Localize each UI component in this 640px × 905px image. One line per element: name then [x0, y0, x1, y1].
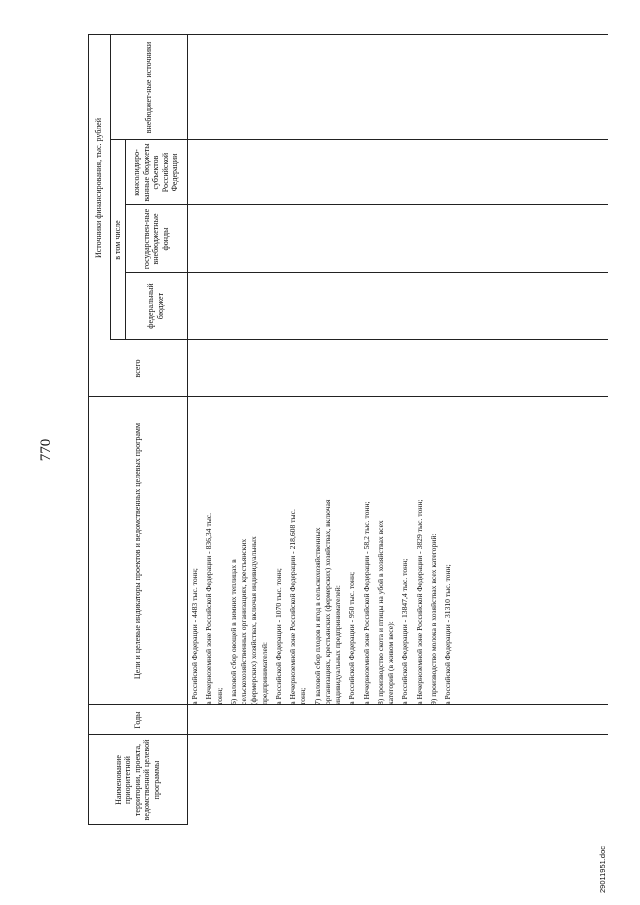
- goals-line: 8) производство скота и птицы на убой в хозяйствах всех категорий (в живом весе):: [375, 520, 395, 705]
- including-header-divider: [125, 140, 126, 340]
- goals-line: в Нечерноземной зоне Российской Федерации - 218,608 тыс. тонн;: [288, 509, 308, 705]
- goals-line: в Нечерноземной зоне Российской Федерации - 3829 тыс. тонн;: [414, 499, 424, 705]
- header-goals: Цели и целевые индикаторы проектов и ведомственных целевых программ: [132, 422, 142, 680]
- header-years: Годы: [132, 711, 142, 729]
- column-divider-consolidated: [110, 139, 608, 140]
- goals-line: в Российской Федерации - 1070 тыс. тонн;: [273, 568, 283, 705]
- goals-line: 9) производство молока в хозяйствах всех категорий:: [428, 533, 438, 705]
- header-name: Наименование приоритетной территории, проекта, ведомственной целевой программы: [113, 739, 161, 821]
- goals-line: в Российской Федерации - 13847,4 тыс. тонн;: [400, 558, 410, 705]
- header-including: в том числе: [112, 220, 122, 260]
- file-code: 29011951.doc: [598, 846, 607, 893]
- header-total: всего: [132, 359, 142, 378]
- goals-line: в Нечерноземной зоне Российской Федерации - 58,2 тыс. тонн;: [361, 501, 371, 705]
- goals-line: в Российской Федерации - 950 тыс. тонн;: [347, 571, 357, 705]
- column-divider-federal: [125, 272, 608, 273]
- header-funding: Источники финансирования, тыс. рублей: [94, 117, 104, 259]
- header-federal: федеральный бюджет: [146, 283, 165, 329]
- page-number: 770: [38, 438, 54, 462]
- table-left-border: [88, 824, 187, 825]
- goals-line: в Нечерноземной зоне Российской Федерации - 836,34 тыс. тонн;: [204, 512, 224, 705]
- header-extrabudget: внебюджет-ные источники: [143, 41, 153, 134]
- goals-line: в Российской Федерации - 4483 тыс. тонн;: [190, 568, 199, 705]
- column-divider-total: [110, 339, 608, 340]
- column-divider-name: [88, 734, 608, 735]
- goals-line: 6) валовой сбор овощей в зимних теплицах в сельскохозяйственных организациях, крестьянских (фермерских) хозяйствах, включая индивидуальных предпринимателей:: [228, 536, 269, 705]
- column-divider-goals: [88, 396, 608, 397]
- goals-line: в Российской Федерации - 31310 тыс. тонн;: [443, 564, 452, 705]
- column-divider-state-funds: [125, 204, 608, 205]
- goals-line: 7) валовой сбор плодов и ягод в сельскохозяйственных организациях, крестьянских (фермерских) хозяйствах, включая индивидуальных предпринимателей:: [312, 499, 342, 705]
- header-consolidated: консолидиро-ванные бюджеты субъектов Российской Федерации: [132, 143, 180, 202]
- goals-column-text: [190, 499, 457, 705]
- header-state-funds: государствен-ные внебюджетные фонды: [141, 208, 170, 270]
- header-bottom-border: [187, 35, 188, 825]
- table-right-border: [88, 34, 608, 35]
